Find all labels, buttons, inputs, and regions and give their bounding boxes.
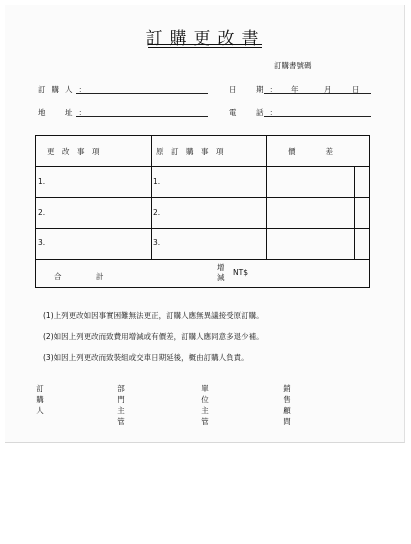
date-year-label: 年 [291,85,299,94]
title-underline [148,44,262,45]
address-label: 地 址： [38,108,92,117]
row-rule-1 [36,197,369,198]
row-2-num-original: 2. [153,208,161,217]
currency-label: NT$ [233,268,248,277]
note-3: (3)如因上列更改而致裝組或交車日期延後，概由訂購人負責。 [43,353,249,362]
date-label: 日 期： [229,85,283,94]
header-change-items: 更 改 事 項 [47,147,100,156]
row-1-num-change: 1. [38,177,46,186]
col-divider-3 [354,166,355,260]
header-price-diff: 價 差 [288,147,333,156]
signature-unit-supervisor: 單位主管 [201,384,209,426]
total-label: 合 計 [54,272,107,281]
phone-label: 電 話： [229,108,283,117]
address-field[interactable] [76,116,208,117]
date-month-label: 月 [324,85,332,94]
order-number-label: 訂購書號碼 [274,61,312,70]
signature-orderer: 訂購人 [36,384,44,415]
row-rule-2 [36,228,369,229]
change-table [35,135,370,288]
adjust-label: 增減 [217,263,225,282]
note-1: (1)上列更改如因事實困難無法更正，訂購人應無異議接受原訂購。 [43,311,264,320]
row-rule-3 [36,259,369,260]
phone-field[interactable] [264,116,371,117]
col-divider-2 [266,136,267,260]
note-2: (2)如因上列更改而致費用增減或有價差，訂購人應同意多退少補。 [43,332,264,341]
orderer-label: 訂購人： [38,85,92,94]
header-rule [36,166,369,167]
row-3-num-original: 3. [153,238,161,247]
row-2-num-change: 2. [38,208,46,217]
row-1-num-original: 1. [153,177,161,186]
signature-sales-consultant: 銷售顧問 [283,384,291,426]
col-divider-1 [151,136,152,260]
orderer-field[interactable] [76,93,208,94]
signature-dept-supervisor: 部門主管 [117,384,125,426]
title-underline-double [148,47,262,48]
date-day-label: 日 [352,85,360,94]
page-title: 訂購更改書 [145,29,266,49]
header-original-items: 原 訂 購 事 項 [156,147,224,156]
row-3-num-change: 3. [38,238,46,247]
